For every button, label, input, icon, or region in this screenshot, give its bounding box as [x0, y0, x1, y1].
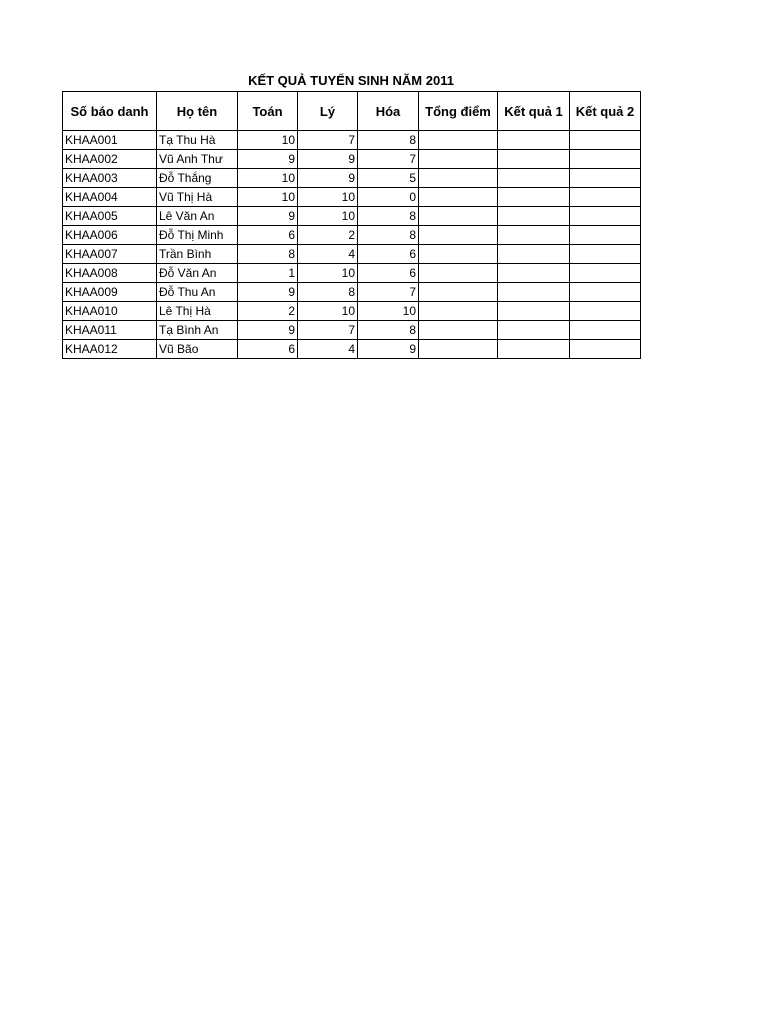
cell-tong-diem[interactable]: [419, 169, 498, 188]
cell-ket-qua-1[interactable]: [498, 283, 570, 302]
cell-ket-qua-1[interactable]: [498, 302, 570, 321]
cell-hoa[interactable]: 7: [358, 150, 419, 169]
cell-so-bao-danh[interactable]: KHAA002: [63, 150, 157, 169]
cell-tong-diem[interactable]: [419, 188, 498, 207]
cell-hoa[interactable]: 8: [358, 131, 419, 150]
cell-ly[interactable]: 7: [298, 321, 358, 340]
table-row: [63, 150, 641, 169]
cell-toan[interactable]: 1: [238, 264, 298, 283]
sheet-title: KẾT QUẢ TUYỂN SINH NĂM 2011: [248, 73, 454, 88]
cell-ket-qua-1[interactable]: [498, 131, 570, 150]
cell-ly[interactable]: 4: [298, 340, 358, 359]
column-header-ket-qua-1[interactable]: Kết quả 1: [498, 92, 570, 131]
cell-so-bao-danh[interactable]: KHAA011: [63, 321, 157, 340]
cell-so-bao-danh[interactable]: KHAA008: [63, 264, 157, 283]
cell-so-bao-danh[interactable]: KHAA001: [63, 131, 157, 150]
cell-ket-qua-2[interactable]: [570, 321, 641, 340]
cell-ly[interactable]: 10: [298, 302, 358, 321]
cell-ket-qua-1[interactable]: [498, 245, 570, 264]
cell-ket-qua-2[interactable]: [570, 264, 641, 283]
cell-toan[interactable]: 9: [238, 150, 298, 169]
cell-ly[interactable]: 2: [298, 226, 358, 245]
cell-tong-diem[interactable]: [419, 226, 498, 245]
cell-ket-qua-1[interactable]: [498, 321, 570, 340]
cell-ket-qua-2[interactable]: [570, 245, 641, 264]
cell-so-bao-danh[interactable]: KHAA003: [63, 169, 157, 188]
cell-so-bao-danh[interactable]: KHAA012: [63, 340, 157, 359]
cell-toan[interactable]: 6: [238, 226, 298, 245]
cell-ly[interactable]: 8: [298, 283, 358, 302]
cell-ket-qua-1[interactable]: [498, 169, 570, 188]
cell-hoa[interactable]: 5: [358, 169, 419, 188]
cell-hoa[interactable]: 8: [358, 321, 419, 340]
table-row: [63, 245, 641, 264]
cell-ket-qua-1[interactable]: [498, 340, 570, 359]
cell-ly[interactable]: 9: [298, 150, 358, 169]
cell-ket-qua-2[interactable]: [570, 131, 641, 150]
table-row: [63, 188, 641, 207]
cell-hoa[interactable]: 10: [358, 302, 419, 321]
cell-hoa[interactable]: 7: [358, 283, 419, 302]
cell-ho-ten[interactable]: Đỗ Thắng: [157, 169, 238, 188]
cell-hoa[interactable]: 6: [358, 245, 419, 264]
cell-toan[interactable]: 2: [238, 302, 298, 321]
cell-ly[interactable]: 10: [298, 188, 358, 207]
cell-ho-ten[interactable]: Trần Bình: [157, 245, 238, 264]
cell-hoa[interactable]: 8: [358, 207, 419, 226]
column-header-hoa[interactable]: Hóa: [358, 92, 419, 131]
table-row: [63, 264, 641, 283]
cell-tong-diem[interactable]: [419, 245, 498, 264]
cell-ket-qua-2[interactable]: [570, 302, 641, 321]
column-header-ly[interactable]: Lý: [298, 92, 358, 131]
cell-so-bao-danh[interactable]: KHAA010: [63, 302, 157, 321]
table-row: [63, 321, 641, 340]
cell-tong-diem[interactable]: [419, 302, 498, 321]
cell-ho-ten[interactable]: Vũ Thị Hà: [157, 188, 238, 207]
cell-ket-qua-2[interactable]: [570, 188, 641, 207]
cell-hoa[interactable]: 9: [358, 340, 419, 359]
cell-ho-ten[interactable]: Vũ Anh Thư: [157, 150, 238, 169]
cell-so-bao-danh[interactable]: KHAA006: [63, 226, 157, 245]
cell-ket-qua-2[interactable]: [570, 150, 641, 169]
cell-ho-ten[interactable]: Đỗ Thu An: [157, 283, 238, 302]
cell-ly[interactable]: 7: [298, 131, 358, 150]
cell-toan[interactable]: 9: [238, 283, 298, 302]
cell-tong-diem[interactable]: [419, 321, 498, 340]
cell-tong-diem[interactable]: [419, 340, 498, 359]
cell-tong-diem[interactable]: [419, 283, 498, 302]
cell-ket-qua-2[interactable]: [570, 207, 641, 226]
table-row: [63, 340, 641, 359]
cell-ly[interactable]: 4: [298, 245, 358, 264]
cell-ly[interactable]: 9: [298, 169, 358, 188]
cell-ho-ten[interactable]: Vũ Bão: [157, 340, 238, 359]
cell-ket-qua-2[interactable]: [570, 169, 641, 188]
cell-toan[interactable]: 9: [238, 207, 298, 226]
table-row: [63, 283, 641, 302]
cell-ket-qua-1[interactable]: [498, 150, 570, 169]
cell-toan[interactable]: 9: [238, 321, 298, 340]
cell-ket-qua-2[interactable]: [570, 283, 641, 302]
cell-ly[interactable]: 10: [298, 264, 358, 283]
table-row: [63, 302, 641, 321]
cell-so-bao-danh[interactable]: KHAA004: [63, 188, 157, 207]
cell-toan[interactable]: 10: [238, 131, 298, 150]
header-row: [63, 92, 641, 131]
cell-so-bao-danh[interactable]: KHAA009: [63, 283, 157, 302]
table-row: [63, 169, 641, 188]
cell-ket-qua-1[interactable]: [498, 207, 570, 226]
cell-ket-qua-1[interactable]: [498, 226, 570, 245]
cell-tong-diem[interactable]: [419, 207, 498, 226]
table-row: [63, 226, 641, 245]
cell-toan[interactable]: 10: [238, 188, 298, 207]
cell-ket-qua-1[interactable]: [498, 188, 570, 207]
cell-toan[interactable]: 8: [238, 245, 298, 264]
results-table: [62, 91, 641, 359]
cell-so-bao-danh[interactable]: KHAA007: [63, 245, 157, 264]
column-header-ket-qua-2[interactable]: Kết quả 2: [570, 92, 641, 131]
cell-ket-qua-2[interactable]: [570, 226, 641, 245]
cell-ket-qua-1[interactable]: [498, 264, 570, 283]
column-header-ho-ten[interactable]: Họ tên: [157, 92, 238, 131]
cell-hoa[interactable]: 8: [358, 226, 419, 245]
cell-ket-qua-2[interactable]: [570, 340, 641, 359]
cell-hoa[interactable]: 0: [358, 188, 419, 207]
cell-ho-ten[interactable]: Đỗ Thị Minh: [157, 226, 238, 245]
cell-toan[interactable]: 6: [238, 340, 298, 359]
cell-ho-ten[interactable]: Tạ Bình An: [157, 321, 238, 340]
cell-toan[interactable]: 10: [238, 169, 298, 188]
cell-tong-diem[interactable]: [419, 264, 498, 283]
cell-so-bao-danh[interactable]: KHAA005: [63, 207, 157, 226]
table-row: [63, 207, 641, 226]
cell-tong-diem[interactable]: [419, 131, 498, 150]
cell-ho-ten[interactable]: Đỗ Văn An: [157, 264, 238, 283]
column-header-tong-diem[interactable]: Tổng điểm: [419, 92, 498, 131]
column-header-so-bao-danh[interactable]: Số báo danh: [63, 92, 157, 131]
cell-ho-ten[interactable]: Lê Văn An: [157, 207, 238, 226]
cell-ho-ten[interactable]: Tạ Thu Hà: [157, 131, 238, 150]
cell-ly[interactable]: 10: [298, 207, 358, 226]
cell-ho-ten[interactable]: Lê Thị Hà: [157, 302, 238, 321]
cell-tong-diem[interactable]: [419, 150, 498, 169]
cell-hoa[interactable]: 6: [358, 264, 419, 283]
table-row: [63, 131, 641, 150]
column-header-toan[interactable]: Toán: [238, 92, 298, 131]
